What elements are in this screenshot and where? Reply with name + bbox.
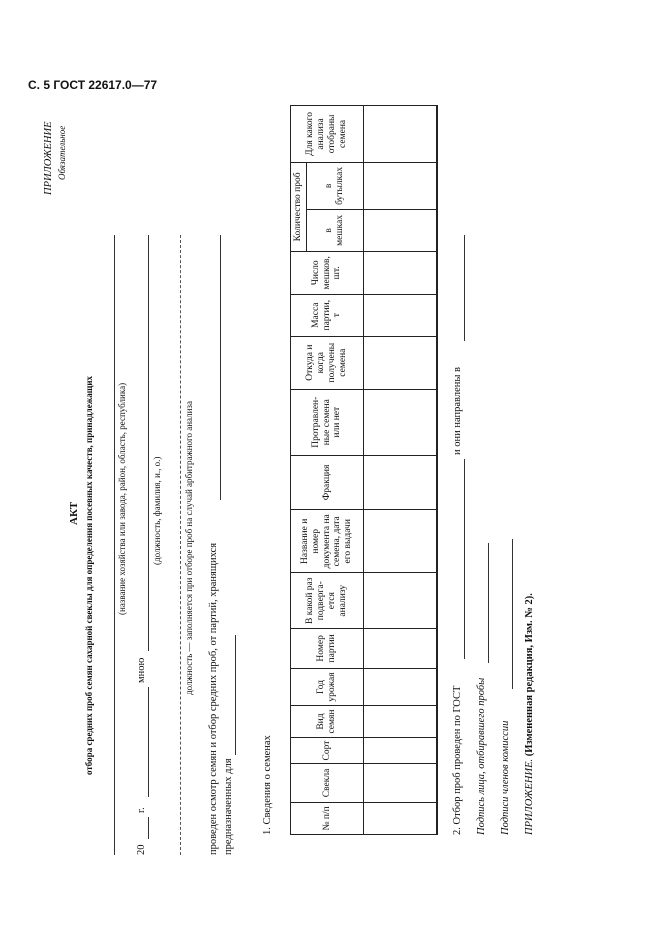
by-me: мною xyxy=(136,657,147,683)
sampler-line xyxy=(488,543,489,663)
page-header: С. 5 ГОСТ 22617.0—77 xyxy=(28,78,158,92)
act-subtitle: отбора средних проб семян сахарной свеклы для определения посевных качеств, принадлежащих xyxy=(84,375,94,775)
act-title: АКТ xyxy=(68,501,80,525)
col-treated: Протравлен-ные семена или нет xyxy=(291,389,364,455)
sent-to-line xyxy=(464,235,465,341)
footnote-label: ПРИЛОЖЕНИЕ. xyxy=(524,758,535,835)
appendix-subtitle: Обязательное xyxy=(57,125,67,180)
inspection-text: проведен осмотр семян и отбор средних проб, от партий, хранящихся xyxy=(208,542,219,855)
footnote-text: (Измененная редакция, Изм. № 2). xyxy=(524,593,535,757)
date-line xyxy=(148,687,149,797)
section1-title: 1. Сведения о семенах xyxy=(262,735,273,835)
col-harvest-year: Год урожая xyxy=(291,668,364,705)
col-analysis-count: В какой раз подверга-ется анализу xyxy=(291,573,364,628)
signature-commission: Подписи членов комиссии xyxy=(500,720,511,835)
table-row xyxy=(363,106,436,835)
year-line xyxy=(148,817,149,839)
storage-line xyxy=(220,235,221,500)
col-beet: Свекла xyxy=(291,764,364,803)
col-batch-number: Номер партии xyxy=(291,628,364,668)
signature-sampler: Подпись лица, отбиравшего пробы xyxy=(476,677,487,835)
section2-text: 2. Отбор проб проведен по ГОСТ xyxy=(452,685,463,835)
col-origin: Откуда и когда получены семена xyxy=(291,336,364,389)
hint-arbitration: должность — заполняется при отборе проб на случай арбитражного анализа xyxy=(184,401,194,695)
col-in-bags: в мешках xyxy=(306,209,363,251)
hint-position: (должность, фамилия, и., о.) xyxy=(152,456,162,565)
org-line xyxy=(114,235,115,855)
rotated-document xyxy=(40,105,620,895)
col-batch-mass: Масса партии, т xyxy=(291,294,364,336)
year-suffix: г. xyxy=(136,807,147,813)
sent-to: и они направлены в xyxy=(452,366,463,455)
col-bag-count: Число мешков, шт. xyxy=(291,251,364,294)
year-prefix: 20 xyxy=(136,844,147,855)
col-sample-quantity: Количество проб xyxy=(291,162,307,251)
gost-line xyxy=(464,459,465,659)
col-variety: Сорт xyxy=(291,737,364,763)
col-number: № п/п xyxy=(291,802,364,834)
commission-line xyxy=(512,539,513,689)
intended-for: предназначенных для xyxy=(223,758,234,855)
col-document: Название и номер документа на семена, дата его выдачи xyxy=(291,510,364,573)
purpose-line xyxy=(235,635,236,755)
col-analysis-purpose: Для какого анализа отобраны семена xyxy=(291,106,364,163)
person-line xyxy=(148,235,149,651)
col-fraction: Фракция xyxy=(291,455,364,509)
dashed-line xyxy=(180,235,181,855)
col-in-bottles: в бутылках xyxy=(306,162,363,209)
col-seed-type: Вид семян xyxy=(291,706,364,738)
footnote xyxy=(524,593,535,835)
appendix-title: ПРИЛОЖЕНИЕ xyxy=(43,121,54,195)
seed-info-table xyxy=(290,105,438,835)
hint-org: (название хозяйства или завода, район, область, республика) xyxy=(117,382,127,615)
